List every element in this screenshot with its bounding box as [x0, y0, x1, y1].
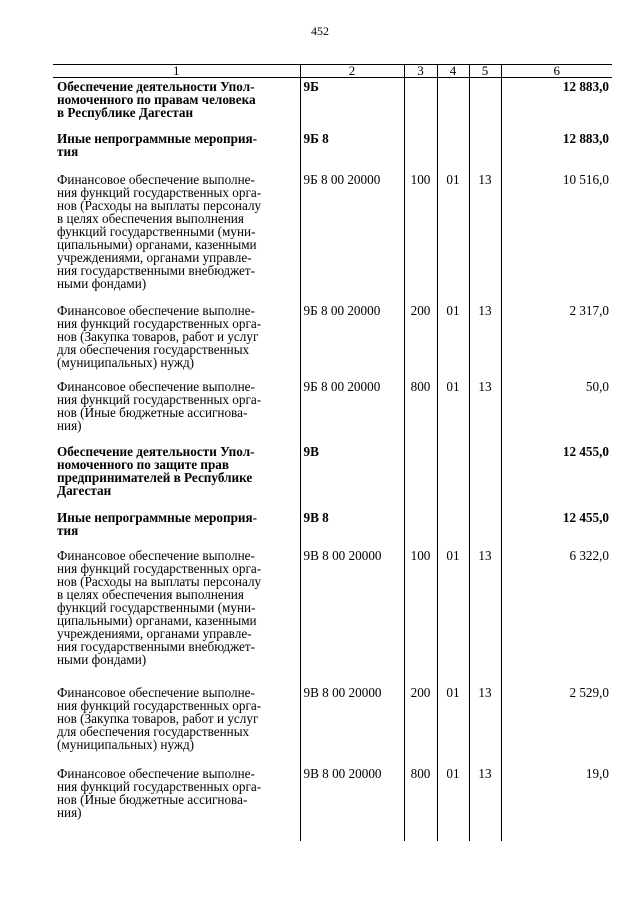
budget-table	[53, 64, 612, 841]
row-vr	[404, 130, 437, 171]
row-name: Финансовое обеспечение выполне- ния функций государственных орга- нов (Расходы на выплаты персоналу в целях обеспечения выполнения функций государственными (муни- ципальными) органами, казенными учреждениями, органами управле- ния государственными внебюджет- ными фондами)	[53, 547, 300, 684]
row-vr: 100	[404, 547, 437, 684]
page-number: 452	[311, 24, 329, 38]
row-code: 9Б 8 00 20000	[300, 171, 404, 302]
row-amount: 12 883,0	[501, 78, 612, 130]
row-rz	[437, 509, 469, 547]
row-pr: 13	[469, 547, 501, 684]
row-pr: 13	[469, 684, 501, 765]
row-code: 9В 8	[300, 509, 404, 547]
row-code: 9В	[300, 443, 404, 509]
row-pr: 13	[469, 378, 501, 443]
row-pr	[469, 443, 501, 509]
row-vr	[404, 509, 437, 547]
row-rz: 01	[437, 765, 469, 841]
header-col-5: 5	[469, 65, 501, 78]
row-pr: 13	[469, 171, 501, 302]
row-rz	[437, 78, 469, 130]
header-col-4: 4	[437, 65, 469, 78]
header-col-2: 2	[300, 65, 404, 78]
row-name: Финансовое обеспечение выполне- ния функций государственных орга- нов (Расходы на выплаты персоналу в целях обеспечения выполнения функций государственными (муни- ципальными) органами, казенными учреждениями, органами управле- ния государственными внебюджет- ными фондами)	[53, 171, 300, 302]
table-row	[53, 302, 612, 378]
row-code: 9В 8 00 20000	[300, 547, 404, 684]
row-code: 9В 8 00 20000	[300, 765, 404, 841]
table-row	[53, 684, 612, 765]
row-name: Иные непрограммные мероприя- тия	[53, 509, 300, 547]
row-amount: 6 322,0	[501, 547, 612, 684]
table-row	[53, 78, 612, 130]
row-vr	[404, 78, 437, 130]
header-col-3: 3	[404, 65, 437, 78]
table-row	[53, 171, 612, 302]
row-rz: 01	[437, 302, 469, 378]
row-name: Финансовое обеспечение выполне- ния функций государственных орга- нов (Иные бюджетные ассигнова- ния)	[53, 765, 300, 841]
row-name: Финансовое обеспечение выполне- ния функций государственных орга- нов (Иные бюджетные ассигнова- ния)	[53, 378, 300, 443]
row-rz: 01	[437, 171, 469, 302]
table-row	[53, 509, 612, 547]
row-amount: 50,0	[501, 378, 612, 443]
header-col-1: 1	[53, 65, 300, 78]
row-vr: 800	[404, 378, 437, 443]
row-code: 9Б	[300, 78, 404, 130]
row-name: Иные непрограммные мероприя- тия	[53, 130, 300, 171]
row-rz: 01	[437, 684, 469, 765]
table-row	[53, 765, 612, 841]
row-name: Обеспечение деятельности Упол- номоченного по правам человека в Республике Дагестан	[53, 78, 300, 130]
row-vr: 200	[404, 302, 437, 378]
row-pr: 13	[469, 765, 501, 841]
row-vr	[404, 443, 437, 509]
row-rz	[437, 443, 469, 509]
row-rz: 01	[437, 547, 469, 684]
row-code: 9Б 8	[300, 130, 404, 171]
row-amount: 12 455,0	[501, 443, 612, 509]
header-row	[53, 65, 612, 78]
row-pr: 13	[469, 302, 501, 378]
row-rz: 01	[437, 378, 469, 443]
table-row	[53, 547, 612, 684]
row-amount: 10 516,0	[501, 171, 612, 302]
row-rz	[437, 130, 469, 171]
row-amount: 12 883,0	[501, 130, 612, 171]
row-name: Финансовое обеспечение выполне- ния функций государственных орга- нов (Закупка товаров, работ и услуг для обеспечения государственных (муниципальных) нужд)	[53, 302, 300, 378]
row-code: 9Б 8 00 20000	[300, 302, 404, 378]
row-vr: 100	[404, 171, 437, 302]
table-row	[53, 130, 612, 171]
row-code: 9Б 8 00 20000	[300, 378, 404, 443]
row-name: Обеспечение деятельности Упол- номоченного по защите прав предпринимателей в Республике Дагестан	[53, 443, 300, 509]
header-col-6: 6	[501, 65, 612, 78]
table-row	[53, 378, 612, 443]
table-row	[53, 443, 612, 509]
row-pr	[469, 78, 501, 130]
row-code: 9В 8 00 20000	[300, 684, 404, 765]
row-vr: 800	[404, 765, 437, 841]
row-pr	[469, 509, 501, 547]
row-vr: 200	[404, 684, 437, 765]
row-amount: 19,0	[501, 765, 612, 841]
row-amount: 12 455,0	[501, 509, 612, 547]
row-name: Финансовое обеспечение выполне- ния функций государственных орга- нов (Закупка товаров, работ и услуг для обеспечения государственных (муниципальных) нужд)	[53, 684, 300, 765]
row-amount: 2 317,0	[501, 302, 612, 378]
row-pr	[469, 130, 501, 171]
row-amount: 2 529,0	[501, 684, 612, 765]
